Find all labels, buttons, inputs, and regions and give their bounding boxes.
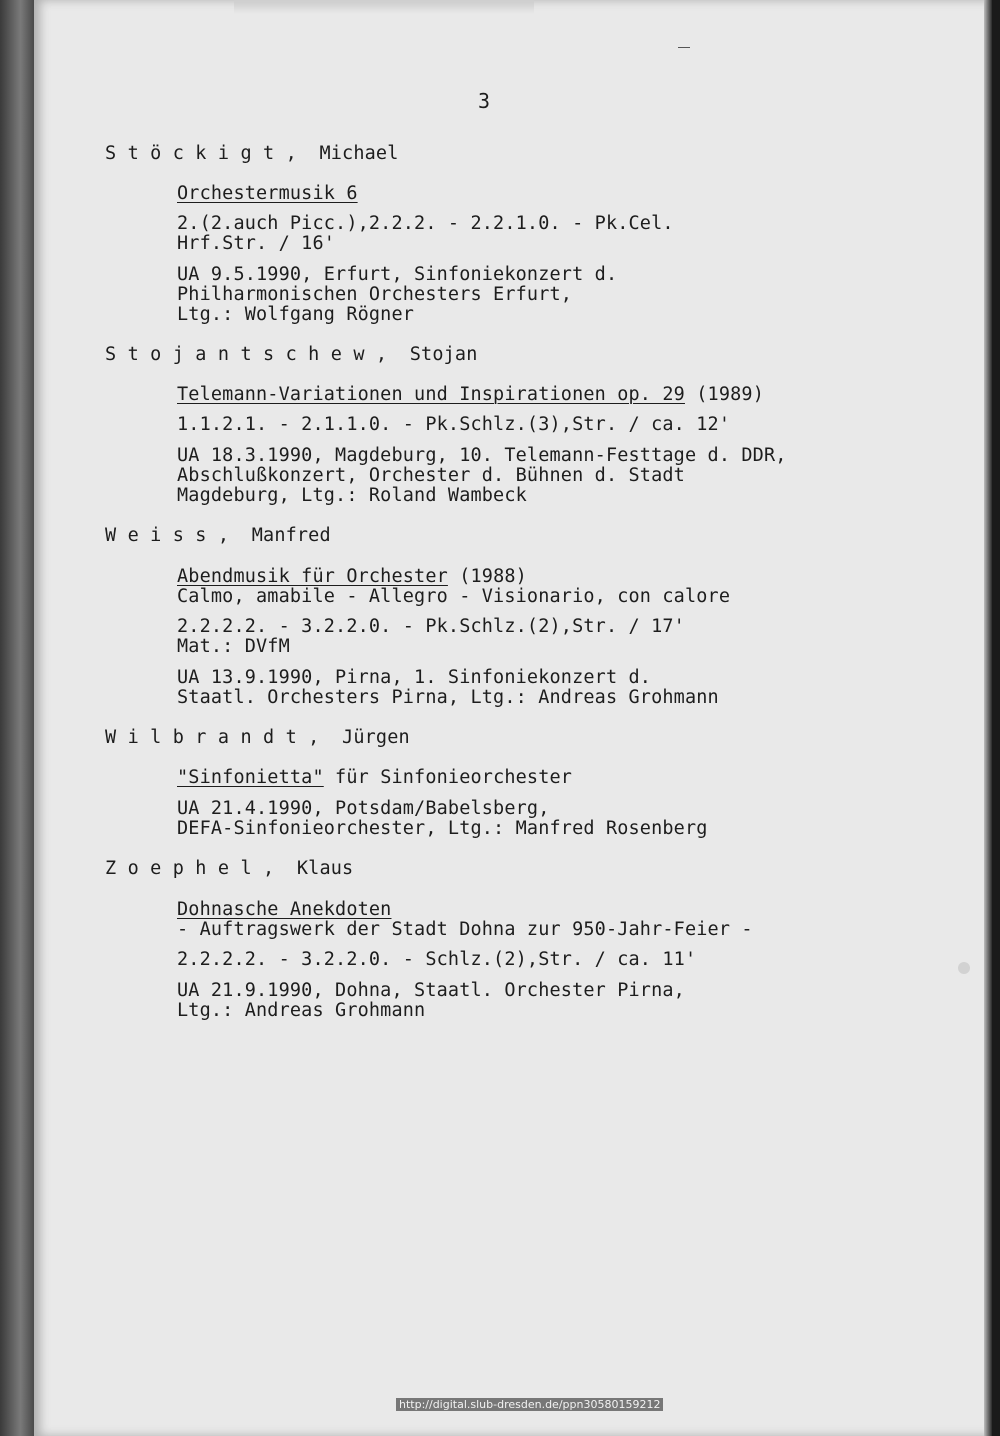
scoring-line: 2.2.2.2. - 3.2.2.0. - Schlz.(2),Str. / ca. 11' bbox=[177, 949, 697, 970]
composer-name: W i l b r a n d t , Jürgen bbox=[105, 727, 410, 748]
work-title-suffix: (1989) bbox=[684, 384, 764, 405]
work-subtitle: Calmo, amabile - Allegro - Visionario, con calore bbox=[177, 586, 731, 607]
work-title-suffix: (1988) bbox=[447, 566, 527, 587]
scoring-line: 2.2.2.2. - 3.2.2.0. - Pk.Schlz.(2),Str. / 17' bbox=[177, 616, 685, 637]
source-url: http://digital.slub-dresden.de/ppn30580159212 bbox=[396, 1398, 663, 1411]
scoring-line: 1.1.2.1. - 2.1.1.0. - Pk.Schlz.(3),Str. / ca. 12' bbox=[177, 414, 731, 435]
page-number: 3 bbox=[478, 89, 491, 113]
work-title bbox=[177, 567, 527, 587]
work-title-text: Abendmusik für Orchester bbox=[177, 566, 448, 587]
work-title-suffix: für Sinfonieorchester bbox=[323, 767, 573, 788]
work-title-text: Dohnasche Anekdoten bbox=[177, 899, 392, 920]
performance-line: Philharmonischen Orchesters Erfurt, bbox=[177, 284, 573, 305]
composer-name: W e i s s , Manfred bbox=[105, 525, 331, 546]
work-title-text: Telemann-Variationen und Inspirationen op. 29 bbox=[177, 384, 685, 405]
performance-line: Abschlußkonzert, Orchester d. Bühnen d. Stadt bbox=[177, 465, 685, 486]
scoring-line: Hrf.Str. / 16' bbox=[177, 233, 336, 254]
performance-line: UA 21.4.1990, Potsdam/Babelsberg, bbox=[177, 798, 550, 819]
work-title bbox=[177, 900, 391, 920]
scan-top-shadow bbox=[234, 0, 534, 14]
performance-line: UA 18.3.1990, Magdeburg, 10. Telemann-Festtage d. DDR, bbox=[177, 445, 787, 466]
work-title bbox=[177, 385, 764, 405]
work-subtitle: - Auftragswerk der Stadt Dohna zur 950-Jahr-Feier - bbox=[177, 919, 753, 940]
composer-name: S t ö c k i g t , Michael bbox=[105, 143, 399, 164]
performance-line: Magdeburg, Ltg.: Roland Wambeck bbox=[177, 485, 527, 506]
performance-line: UA 13.9.1990, Pirna, 1. Sinfoniekonzert d. bbox=[177, 667, 652, 688]
scan-left-edge bbox=[0, 0, 34, 1436]
performance-line: UA 9.5.1990, Erfurt, Sinfoniekonzert d. bbox=[177, 264, 618, 285]
work-title bbox=[177, 184, 358, 204]
scan-mark bbox=[678, 47, 690, 48]
composer-name: Z o e p h e l , Klaus bbox=[105, 858, 354, 879]
performance-line: Staatl. Orchesters Pirna, Ltg.: Andreas Grohmann bbox=[177, 687, 719, 708]
scan-blemish bbox=[958, 962, 970, 974]
performance-line: Ltg.: Andreas Grohmann bbox=[177, 1000, 426, 1021]
work-title-text: Orchestermusik 6 bbox=[177, 183, 358, 204]
work-title bbox=[177, 768, 572, 788]
scan-right-edge bbox=[984, 0, 992, 1436]
performance-line: Ltg.: Wolfgang Rögner bbox=[177, 304, 415, 325]
composer-name: S t o j a n t s c h e w , Stojan bbox=[105, 344, 478, 365]
performance-line: DEFA-Sinfonieorchester, Ltg.: Manfred Rosenberg bbox=[177, 818, 708, 839]
performance-line: UA 21.9.1990, Dohna, Staatl. Orchester Pirna, bbox=[177, 980, 685, 1001]
material-line: Mat.: DVfM bbox=[177, 636, 290, 657]
scoring-line: 2.(2.auch Picc.),2.2.2. - 2.2.1.0. - Pk.Cel. bbox=[177, 213, 674, 234]
work-title-text: "Sinfonietta" bbox=[177, 767, 324, 788]
